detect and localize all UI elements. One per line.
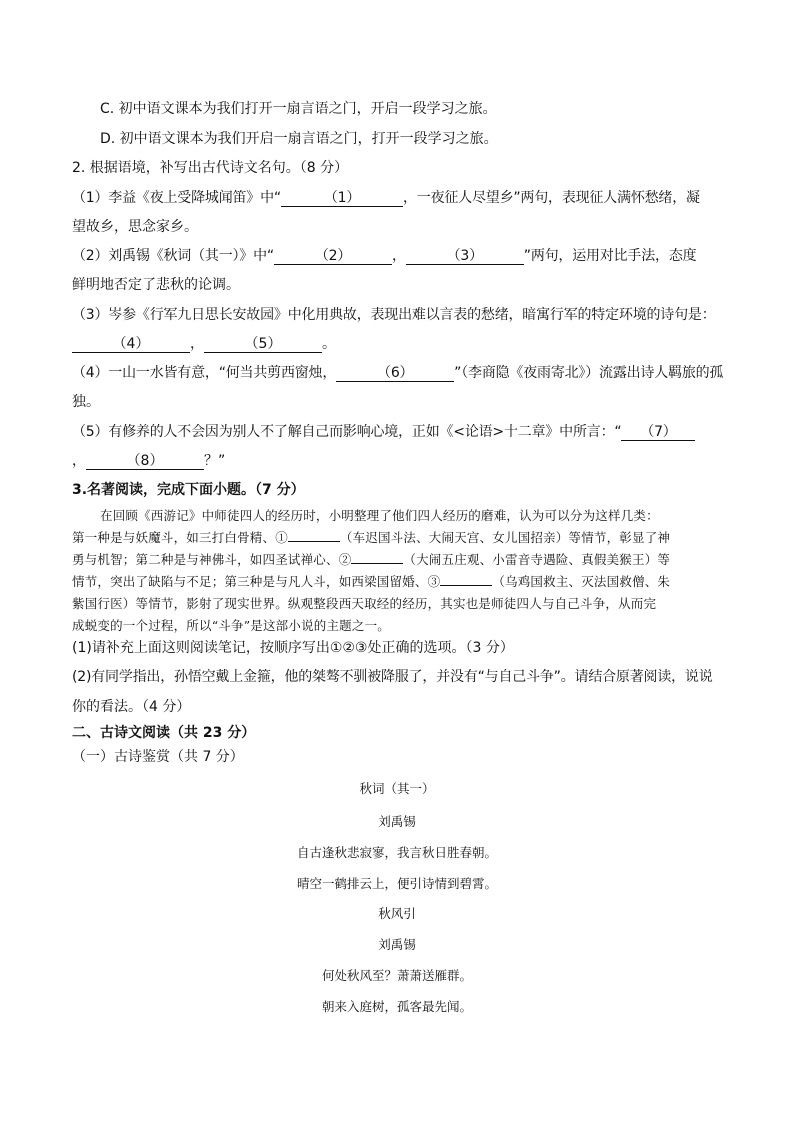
section-2-heading: 二、古诗文阅读（共 23 分） — [72, 725, 256, 741]
poem-1-author: 刘禹锡 — [378, 814, 416, 829]
q3-sub-2-cont: 你的看法。（4 分） — [72, 699, 191, 715]
note-blank-2[interactable] — [351, 563, 403, 564]
q2-item-1: （1）李益《夜上受降城闻笛》中“ （1） ，一夜征人尽望乡”两句，表现征人满怀愁绪，凝 — [72, 190, 700, 206]
q2-item-5-cont: ， （8） ？” — [72, 453, 226, 469]
q3-note-line-6: 成蜕变的一个过程，所以“斗争”是这部小说的主题之一。 — [72, 618, 390, 633]
poem-1-line-1: 自古逢秋悲寂寥，我言秋日胜春朝。 — [296, 845, 497, 860]
note-blank-3[interactable] — [440, 585, 492, 586]
q3-note-line-5: 紫国行医）等情节，影射了现实世界。纵观整段西天取经的经历，其实也是师徒四人与自己斗争，从而完 — [72, 596, 657, 611]
blank-7[interactable]: （7） — [621, 424, 695, 441]
q3-sub-2: (2)有同学指出，孙悟空戴上金箍，他的桀骜不驯被降服了，并没有“与自己斗争”。请结合原著阅读，说说 — [72, 669, 713, 685]
q3-note-line-2: 第一种是与妖魔斗，如三打白骨精、① （车迟国斗法、大闹天宫、女儿国招亲）等情节，彰显了神 — [72, 530, 671, 545]
q3-note-line-3: 勇与机智；第二种是与神佛斗，如四圣试禅心、② （大闹五庄观、小雷音寺遇险、真假美猴王）等 — [72, 552, 671, 567]
blank-1[interactable]: （1） — [281, 190, 403, 207]
note-blank-1[interactable] — [288, 541, 340, 542]
blank-2[interactable]: （2） — [274, 248, 392, 265]
q2-item-4-cont: 独。 — [72, 394, 100, 410]
option-d: D. 初中语文课本为我们开启一扇言语之门，打开一段学习之旅。 — [100, 131, 498, 147]
q2-heading: 2. 根据语境，补写出古代诗文名句。（8 分） — [72, 160, 349, 176]
q2-item-4: （4）一山一水皆有意，“何当共剪西窗烛， （6） ”（李商隐《夜雨寄北》）流露出诗人羁旅的孤 — [72, 365, 724, 381]
q2-item-5: （5）有修养的人不会因为别人不了解自己而影响心境，正如《<论语>十二章》中所言：“ （7） — [72, 422, 722, 442]
poem-1-title: 秋词（其一） — [359, 781, 435, 796]
blank-4[interactable]: （4） — [72, 336, 190, 353]
poem-2-line-2: 朝来入庭树，孤客最先闻。 — [321, 999, 472, 1014]
q2-item-3: （3）岑参《行军九日思长安故园》中化用典故，表现出难以言表的愁绪，暗寓行军的特定环境的诗句是： — [72, 307, 716, 323]
blank-3[interactable]: （3） — [406, 248, 524, 265]
q3-note-line-4: 情节，突出了缺陷与不足；第三种是与凡人斗，如西梁国留婚、③ （乌鸡国救主、灭法国救僧、朱 — [72, 574, 671, 589]
section-2-sub: （一）古诗鉴赏（共 7 分） — [72, 749, 244, 765]
q3-note-line-1: 在回顾《西游记》中师徒四人的经历时，小明整理了他们四人经历的磨难，认为可以分为这样几类： — [100, 508, 659, 523]
q2-item-3-blanks: （4） ， （5） 。 — [72, 334, 722, 354]
option-c: C. 初中语文课本为我们打开一扇言语之门，开启一段学习之旅。 — [100, 101, 497, 117]
blank-5[interactable]: （5） — [204, 336, 322, 353]
q3-sub-1: (1)请补充上面这则阅读笔记，按顺序写出①②③处正确的选项。（3 分） — [72, 640, 514, 656]
poem-1-line-2: 晴空一鹤排云上，便引诗情到碧霄。 — [296, 876, 497, 891]
poem-2-title: 秋风引 — [378, 906, 416, 921]
q2-item-2: （2）刘禹锡《秋词（其一）》中“ （2） ， （3） ”两句，运用对比手法，态度 — [72, 248, 697, 264]
q2-item-2-cont: 鲜明地否定了悲秋的论调。 — [72, 277, 240, 293]
blank-6[interactable]: （6） — [336, 365, 454, 382]
q2-item-1-cont: 望故乡，思念家乡。 — [72, 219, 198, 235]
poem-2-line-1: 何处秋风至？萧萧送雁群。 — [321, 968, 472, 983]
poem-2-author: 刘禹锡 — [378, 937, 416, 952]
blank-8[interactable]: （8） — [86, 453, 204, 470]
q3-heading: 3.名著阅读，完成下面小题。（7 分） — [72, 482, 305, 498]
